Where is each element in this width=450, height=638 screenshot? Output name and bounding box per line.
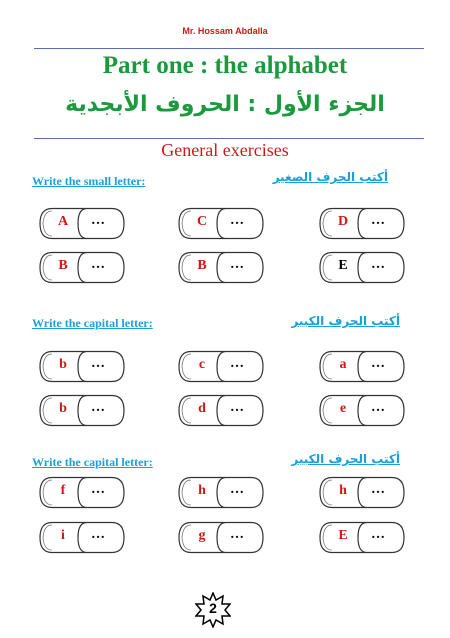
answer-box[interactable] [177,476,265,509]
given-letter: A [57,214,69,229]
answer-blank[interactable]: … [91,257,105,272]
given-letter: c [198,357,206,372]
given-letter: e [339,401,347,416]
answer-blank[interactable]: … [371,482,385,497]
given-letter: a [339,357,347,372]
instruction-arabic: أكتب الحرف الكبير [291,314,400,328]
answer-blank[interactable]: … [371,257,385,272]
instruction-english: Write the small letter: [32,174,146,188]
answer-box[interactable] [318,521,406,554]
answer-box[interactable] [177,350,265,383]
author-name: Mr. Hossam Abdalla [182,26,268,36]
answer-blank[interactable]: … [91,400,105,415]
answer-box[interactable] [38,394,126,427]
answer-blank[interactable]: … [371,527,385,542]
given-letter: C [196,214,208,229]
given-letter: b [59,357,67,372]
answer-box[interactable] [38,476,126,509]
answer-blank[interactable]: … [91,356,105,371]
given-letter: B [197,258,207,273]
page-number-badge [195,592,231,628]
answer-box[interactable] [38,350,126,383]
instruction-arabic: أكتب الحرف الصغير [272,170,388,184]
given-letter: D [337,214,349,229]
given-letter: b [59,401,67,416]
instruction-arabic: أكتب الحرف الكبير [291,452,400,466]
answer-box[interactable] [38,251,126,284]
page-title: Part one : the alphabet [102,52,348,79]
answer-box[interactable] [177,251,265,284]
top-divider [34,48,424,49]
given-letter: E [338,258,348,273]
answer-blank[interactable]: … [230,257,244,272]
instruction-english: Write the capital letter: [32,455,153,469]
given-letter: E [338,528,348,543]
answer-blank[interactable]: … [371,356,385,371]
answer-blank[interactable]: … [91,527,105,542]
given-letter: d [198,401,206,416]
answer-blank[interactable]: … [91,482,105,497]
answer-blank[interactable]: … [371,213,385,228]
title-divider [34,138,424,139]
answer-blank[interactable]: … [230,356,244,371]
answer-blank[interactable]: … [230,400,244,415]
given-letter: g [198,528,206,543]
answer-blank[interactable]: … [230,482,244,497]
page-number: 2 [209,600,217,616]
section-heading: General exercises [161,140,289,160]
page-title-arabic: الجزء الأول : الحروف الأبجدية [65,92,385,117]
answer-box[interactable] [38,521,126,554]
answer-box[interactable] [177,207,265,240]
answer-box[interactable] [318,394,406,427]
answer-blank[interactable]: … [230,213,244,228]
given-letter: h [339,483,347,498]
answer-blank[interactable]: … [230,527,244,542]
given-letter: h [198,483,206,498]
answer-blank[interactable]: … [91,213,105,228]
given-letter: f [60,483,66,498]
instruction-english: Write the capital letter: [32,316,153,330]
answer-box[interactable] [318,350,406,383]
given-letter: B [58,258,68,273]
answer-blank[interactable]: … [371,400,385,415]
answer-box[interactable] [318,207,406,240]
answer-box[interactable] [318,476,406,509]
answer-box[interactable] [38,207,126,240]
answer-box[interactable] [318,251,406,284]
answer-box[interactable] [177,394,265,427]
answer-box[interactable] [177,521,265,554]
given-letter: i [61,528,65,543]
